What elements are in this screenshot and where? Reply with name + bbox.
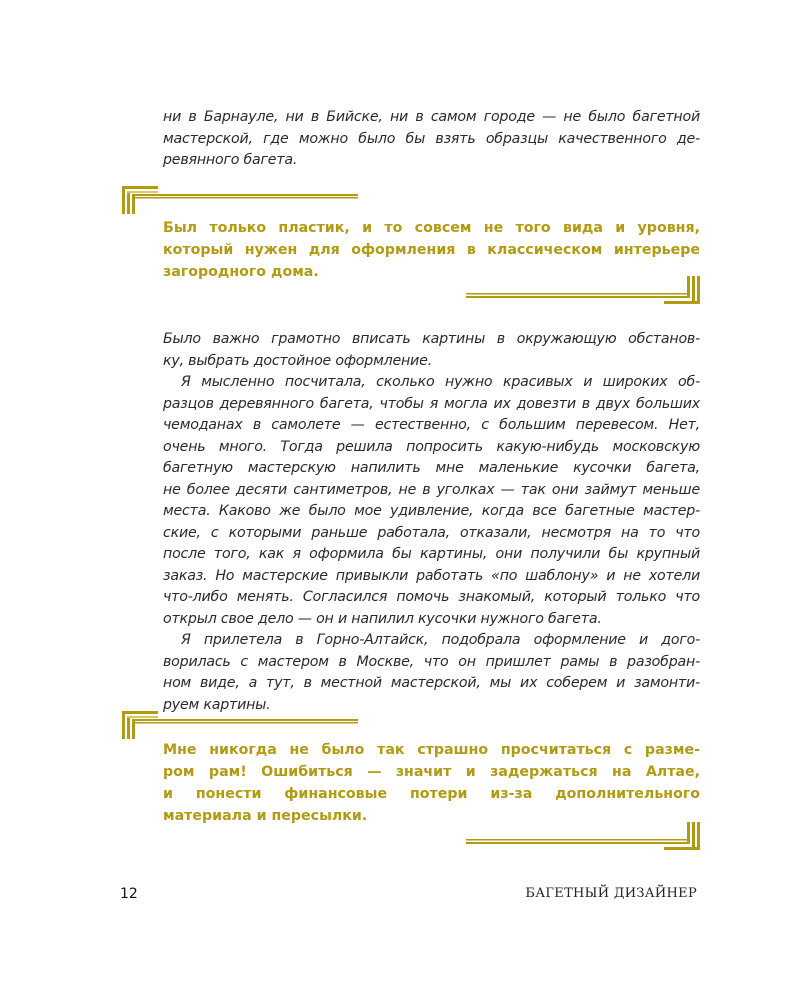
intro-paragraph bbox=[163, 107, 700, 172]
text-line: места. Каково же было мое удивление, когда все багетные мастер- bbox=[163, 503, 700, 519]
text-line: заказ. Но мастерские привыкли работать «по шаблону» и не хотели bbox=[163, 567, 700, 584]
text-line: Было важно грамотно вписать картины в окружающую обстанов- bbox=[163, 331, 700, 347]
text-line: ревянного багета. bbox=[163, 152, 298, 168]
quote-line: Мне никогда не было так страшно просчитаться с разме- bbox=[163, 742, 700, 758]
page-number: 12 bbox=[120, 886, 138, 902]
text-line: чемоданах в самолете — естественно, с большим перевесом. Нет, bbox=[163, 417, 700, 433]
text-line: мастерской, где можно было бы взять образцы качественного де- bbox=[163, 130, 700, 147]
text-line: руем картины. bbox=[163, 696, 271, 713]
text-line: очень много. Тогда решила попросить какую-нибудь московскую bbox=[163, 438, 700, 455]
text-line: после того, как я оформила бы картины, они получили бы крупный bbox=[163, 546, 700, 562]
text-line: ни в Барнауле, ни в Бийске, ни в самом городе — не было багетной bbox=[163, 109, 700, 125]
text-line: ворилась с мастером в Москве, что он пришлет рамы в разобран- bbox=[163, 653, 700, 670]
quote-line: Был только пластик, и то совсем не того вида и уровня, bbox=[163, 220, 700, 236]
quote-line: и понести финансовые потери из-за дополнительного bbox=[163, 786, 700, 802]
frame-corner-ornament-bottom-right bbox=[466, 276, 700, 304]
text-line: ку, выбрать достойное оформление. bbox=[163, 352, 432, 369]
quote-line: ром рам! Ошибиться — значит и задержаться на Алтае, bbox=[163, 764, 700, 780]
quote-line: материала и пересылки. bbox=[163, 808, 368, 824]
text-line: не более десяти сантиметров, не в уголках — так они займут меньше bbox=[163, 481, 700, 498]
pull-quote-1 bbox=[163, 217, 700, 283]
frame-corner-ornament-top-left bbox=[122, 186, 362, 216]
quote-line: который нужен для оформления в классическом интерьере bbox=[163, 242, 700, 258]
text-line: ном виде, а тут, в местной мастерской, мы их соберем и замонти- bbox=[163, 675, 700, 691]
quote-line: загородного дома. bbox=[163, 264, 319, 280]
text-line: разцов деревянного багета, чтобы я могла их довезти в двух больших bbox=[163, 395, 700, 412]
frame-corner-ornament-top-left bbox=[122, 711, 362, 741]
text-line: что-либо менять. Согласился помочь знакомый, который только что bbox=[163, 589, 700, 605]
text-line: Я прилетела в Горно-Алтайск, подобрала оформление и дого- bbox=[181, 632, 700, 648]
main-paragraphs bbox=[163, 329, 700, 716]
text-line: открыл свое дело — он и напилил кусочки нужного багета. bbox=[163, 610, 602, 627]
running-title: БАГЕТНЫЙ ДИЗАЙНЕР bbox=[525, 886, 697, 901]
text-line: ские, с которыми раньше работала, отказали, несмотря на то что bbox=[163, 524, 700, 541]
text-line: багетную мастерскую напилить мне маленькие кусочки багета, bbox=[163, 460, 700, 476]
text-line: Я мысленно посчитала, сколько нужно красивых и широких об- bbox=[181, 374, 700, 390]
pull-quote-2 bbox=[163, 739, 700, 827]
frame-corner-ornament-bottom-right bbox=[466, 822, 700, 850]
